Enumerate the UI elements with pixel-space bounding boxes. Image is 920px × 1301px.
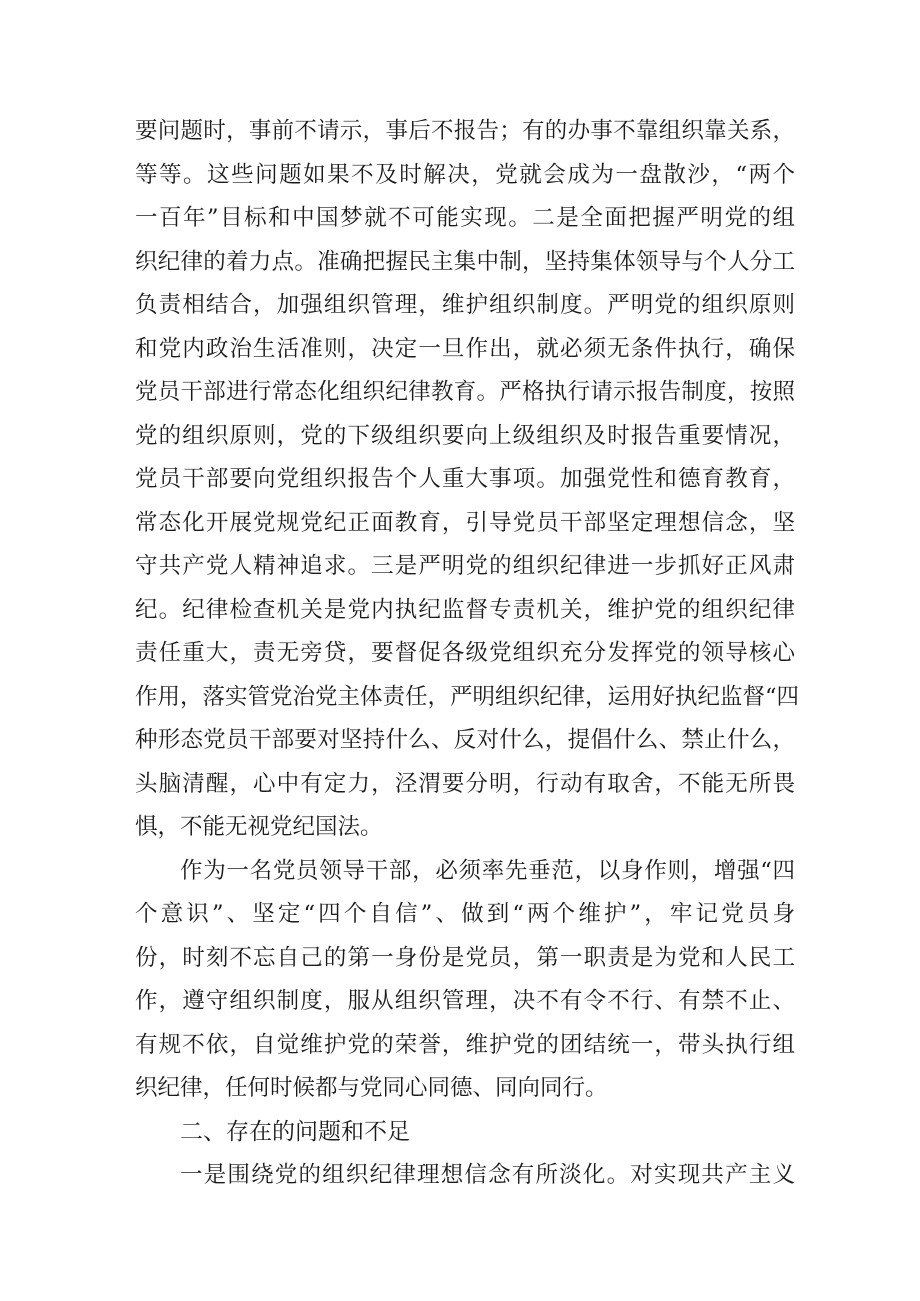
paragraph-line: 一百年”目标和中国梦就不可能实现。二是全面把握严明党的组 <box>135 205 795 231</box>
paragraph-line: 责任重大，责无旁贷，要督促各级党组织充分发挥党的领导核心 <box>135 640 795 666</box>
paragraph-line: 作用，落实管党治党主体责任，严明组织纪律，运用好执纪监督“四 <box>135 683 800 710</box>
paragraph-line: 种形态党员干部要对坚持什么、反对什么，提倡什么、禁止什么， <box>135 727 795 753</box>
paragraph-line: 头脑清醒，心中有定力，泾渭要分明，行动有取舍，不能无所畏 <box>135 770 795 797</box>
paragraph-line: 纪。纪律检查机关是党内执纪监督专责机关，维护党的组织纪律 <box>135 596 795 623</box>
section-heading: 二、存在的问题和不足 <box>180 1118 410 1145</box>
paragraph-line: 织纪律，任何时候都与党同心同德、同向同行。 <box>135 1075 608 1101</box>
paragraph-line: 织纪律的着力点。准确把握民主集中制，坚持集体领导与个人分工 <box>135 248 795 275</box>
paragraph-line: 党员干部进行常态化组织纪律教育。严格执行请示报告制度，按照 <box>135 379 795 405</box>
paragraph-line: 个意识”、坚定“四个自信”、做到“两个维护”，牢记党员身 <box>135 901 795 927</box>
paragraph-line: 守共产党人精神追求。三是严明党的组织纪律进一步抓好正风肃 <box>135 553 795 579</box>
paragraph-line: 惧，不能无视党纪国法。 <box>135 814 383 840</box>
paragraph-line: 有规不依，自觉维护党的荣誉，维护党的团结统一，带头执行组 <box>135 1031 795 1058</box>
paragraph-line: 党员干部要向党组织报告个人重大事项。加强党性和德育教育， <box>135 466 795 492</box>
document-body <box>135 110 800 1198</box>
paragraph-line: 要问题时，事前不请示，事后不报告；有的办事不靠组织靠关系， <box>135 118 795 144</box>
paragraph-line: 负责相结合，加强组织管理，维护组织制度。严明党的组织原则 <box>135 292 795 318</box>
paragraph-line: 份，时刻不忘自己的第一身份是党员，第一职责是为党和人民工 <box>135 944 795 971</box>
paragraph-line: 党的组织原则，党的下级组织要向上级组织及时报告重要情况， <box>135 422 795 449</box>
paragraph-line: 作为一名党员领导干部，必须率先垂范，以身作则，增强“四 <box>180 857 795 884</box>
paragraph-line: 作，遵守组织制度，服从组织管理，决不有令不行、有禁不止、 <box>135 988 795 1014</box>
paragraph-line: 常态化开展党规党纪正面教育，引导党员干部坚定理想信念，坚 <box>135 509 795 536</box>
paragraph-line: 等等。这些问题如果不及时解决，党就会成为一盘散沙，“两个 <box>135 161 795 188</box>
paragraph-line: 一是围绕党的组织纪律理想信念有所淡化。对实现共产主义 <box>180 1162 795 1188</box>
paragraph-line: 和党内政治生活准则，决定一旦作出，就必须无条件执行，确保 <box>135 335 795 362</box>
